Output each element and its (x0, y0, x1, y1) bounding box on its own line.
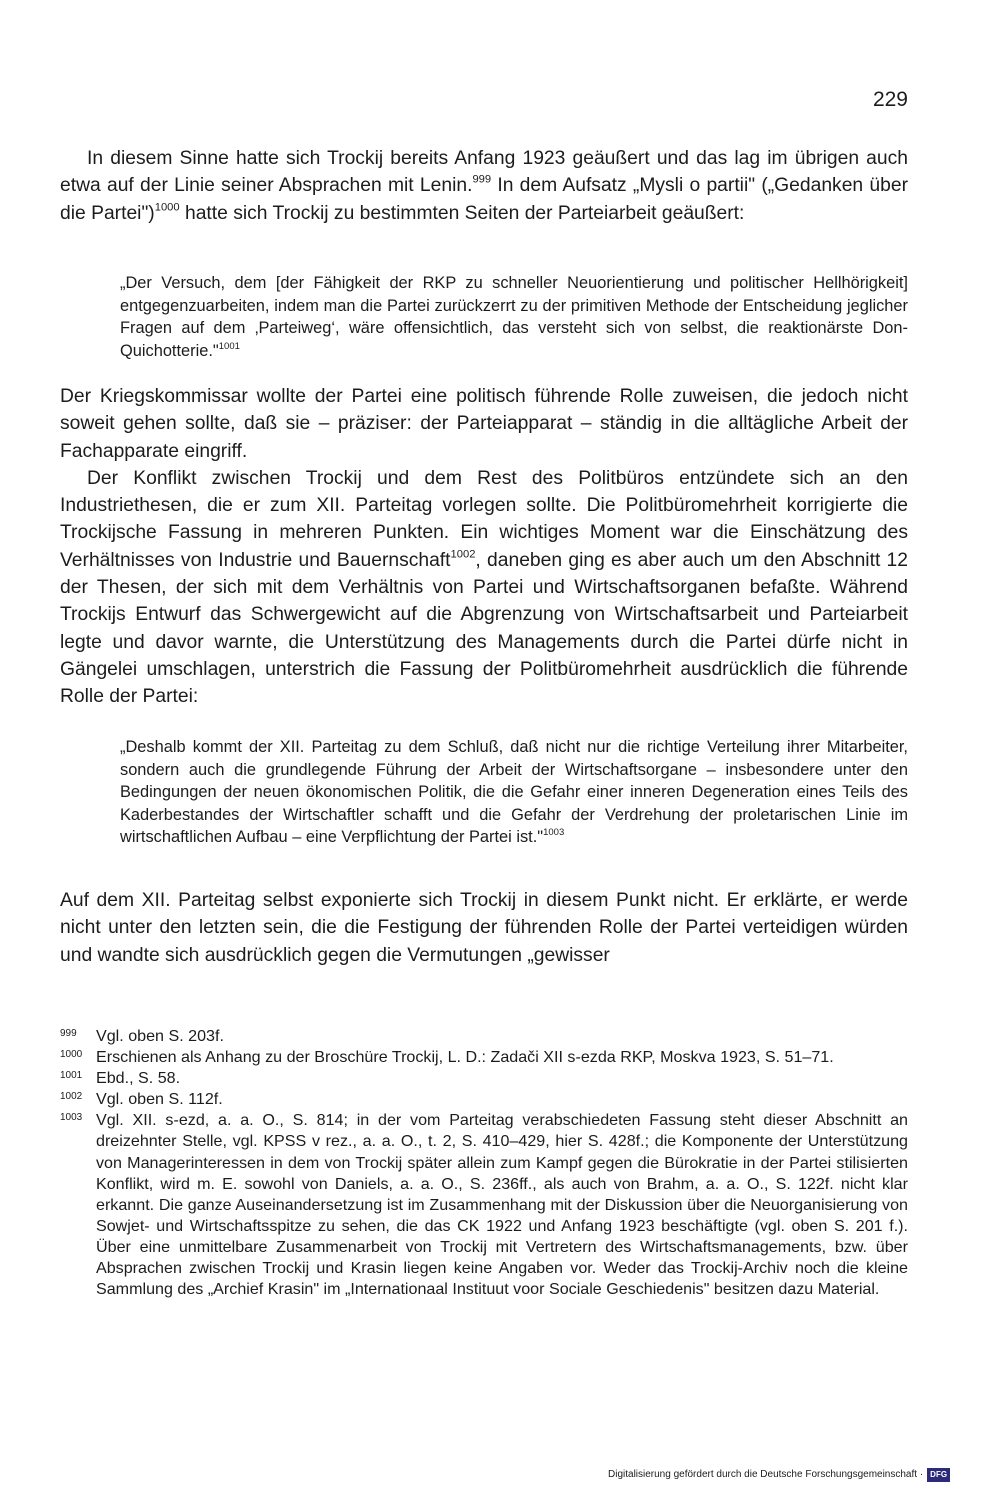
credit-text: Digitalisierung gefördert durch die Deutsche Forschungsgemeinschaft · (608, 1469, 924, 1480)
footnote (60, 1110, 908, 1300)
footnote-number: 1003 (60, 1112, 83, 1124)
footnote-ref: 1003 (543, 826, 565, 838)
dfg-logo: DFG (927, 1468, 950, 1482)
paragraph-4 (60, 887, 908, 969)
footnote (60, 1089, 908, 1110)
footnote-ref: 1000 (154, 201, 180, 214)
footnote (60, 1026, 908, 1047)
quote-text: „Der Versuch, dem [der Fähigkeit der RKP zu schneller Neuorientierung und politischer Hellhörigkeit] entgegenzuarbeiten, indem man die Partei zurückzerrt zu der primitiven Methode der Entscheidung jeglicher Fragen auf dem ‚Parteiweg‘, wäre offensichtlich, das versteht sich von selbst, die reaktionärste Don-Quichotterie." (120, 274, 908, 360)
quote-text: „Deshalb kommt der XII. Parteitag zu dem Schluß, daß nicht nur die richtige Verteilung ihrer Mitarbeiter, sondern auch die grundlegende Führung der Arbeit der Wirtschaftsorgane – insbesondere unter den Bedingungen der neuen ökonomischen Politik, die die Gefahr einer inneren Degeneration eines Teils des Kaderbestandes der Wirtschaftler schafft und die Gefahr der Verdrehung der proletarischen Linie im wirtschaftlichen Aufbau – eine Verpflichtung der Partei ist." (120, 738, 908, 846)
footnote-number: 1002 (60, 1091, 83, 1103)
paragraph-text: In dem Aufsatz „Mysli o partii" („Gedanken über die Partei") (60, 175, 908, 224)
page-number: 229 (872, 88, 908, 111)
footnote-number: 999 (60, 1028, 77, 1039)
footnote-number: 1001 (60, 1070, 83, 1082)
footnote-text: Vgl. XII. s-ezd, a. a. O., S. 814; in der vom Parteitag verabschiedeten Fassung steht dieser Abschnitt an dreizehnter Stelle, vgl. KPSS v rez., a. a. O., t. 2, S. 410–429, hier S. 428f.; die Komponente der Unterstützung von Managerinteressen in dem von Trockij später allein zum Kampf gegen die Bürokratie in der Partei stilisierten Konflikt, wird m. E. sowohl von Daniels, a. a. O., S. 236ff., als auch von Brahm, a. a. O., S. 122f. nicht klar erkannt. Die ganze Auseinandersetzung ist im Zusammenhang mit der Diskussion über die Neuorganisierung von Sowjet- und Wirtschaftsspitze zu sehen, die das CK 1922 und Anfang 1923 beschäftigte (vgl. oben S. 201 f.). Über eine unmittelbare Zusammenarbeit von Trockij mit Vertretern des Wirtschaftsmanagements, bzw. über Absprachen zwischen Trockij und Krasin liegen keine Angaben vor. Weder das Trockij-Archiv noch die kleine Sammlung des „Archief Krasin" im „Internationaal Instituut voor Sociale Geschiedenis" besitzen dazu Material. (96, 1111, 908, 1299)
paragraph-text: Der Konflikt zwischen Trockij und dem Rest des Politbüros entzündete sich an den Industriethesen, die er zum XII. Parteitag vorlegen sollte. Die Politbüromehrheit korrigierte die Trockijsche Fassung in mehreren Punkten. Ein wichtiges Moment war die Einschätzung des Verhältnisses von Industrie und Bauernschaft (60, 467, 908, 571)
paragraph-text: Auf dem XII. Parteitag selbst exponierte sich Trockij in diesem Punkt nicht. Er erklärte, er werde nicht unter den letzten sein, die die Festigung der führenden Rolle der Partei verteidigen würden und wandte sich ausdrücklich gegen die Vermutungen „gewisser (60, 890, 908, 966)
paragraph-text: Der Kriegskommissar wollte der Partei eine politisch führende Rolle zuweisen, die jedoch nicht soweit gehen sollte, daß sie – präziser: der Parteiapparat – ständig in die alltägliche Arbeit der Fachapparate eingriff. (60, 386, 908, 462)
block-quote-2 (120, 736, 908, 849)
paragraph-1 (60, 145, 908, 227)
paragraph-2 (60, 383, 908, 711)
paragraph-text: , daneben ging es aber auch um den Abschnitt 12 der Thesen, der sich mit dem Verhältnis von Partei und Wirtschaftsorganen befaßte. Während Trockijs Entwurf das Schwergewicht auf die Abgrenzung von Wirtschaftsarbeit und Parteiarbeit legte und davor warnte, die Unterstützung des Managements durch die Partei dürfe nicht in Gängelei umschlagen, unterstrich die Fassung der Politbüromehrheit ausdrücklich die führende Rolle der Partei: (60, 549, 909, 708)
footnote (60, 1047, 908, 1068)
block-quote-1 (120, 272, 908, 362)
footnote-number: 1000 (60, 1049, 83, 1061)
digitization-credit (608, 1468, 988, 1482)
footnote-ref: 1002 (450, 548, 476, 561)
footnote-text: Vgl. oben S. 112f. (96, 1090, 223, 1109)
footnote-ref: 1001 (218, 340, 240, 352)
footnote-ref: 999 (472, 173, 492, 186)
footnote-text: Ebd., S. 58. (96, 1069, 181, 1088)
paragraph-text: In diesem Sinne hatte sich Trockij bereits Anfang 1923 geäußert und das lag im übrigen auch etwa auf der Linie seiner Absprachen mit Lenin. (60, 148, 908, 197)
footnote-text: Vgl. oben S. 203f. (96, 1027, 224, 1045)
footnotes (60, 1026, 908, 1300)
footnote (60, 1068, 908, 1089)
paragraph-text: hatte sich Trockij zu bestimmten Seiten der Parteiarbeit geäußert: (179, 202, 745, 224)
footnote-text: Erschienen als Anhang zu der Broschüre Trockij, L. D.: Zadači XII s-ezda RKP, Moskva 1923, S. 51–71. (96, 1048, 834, 1067)
